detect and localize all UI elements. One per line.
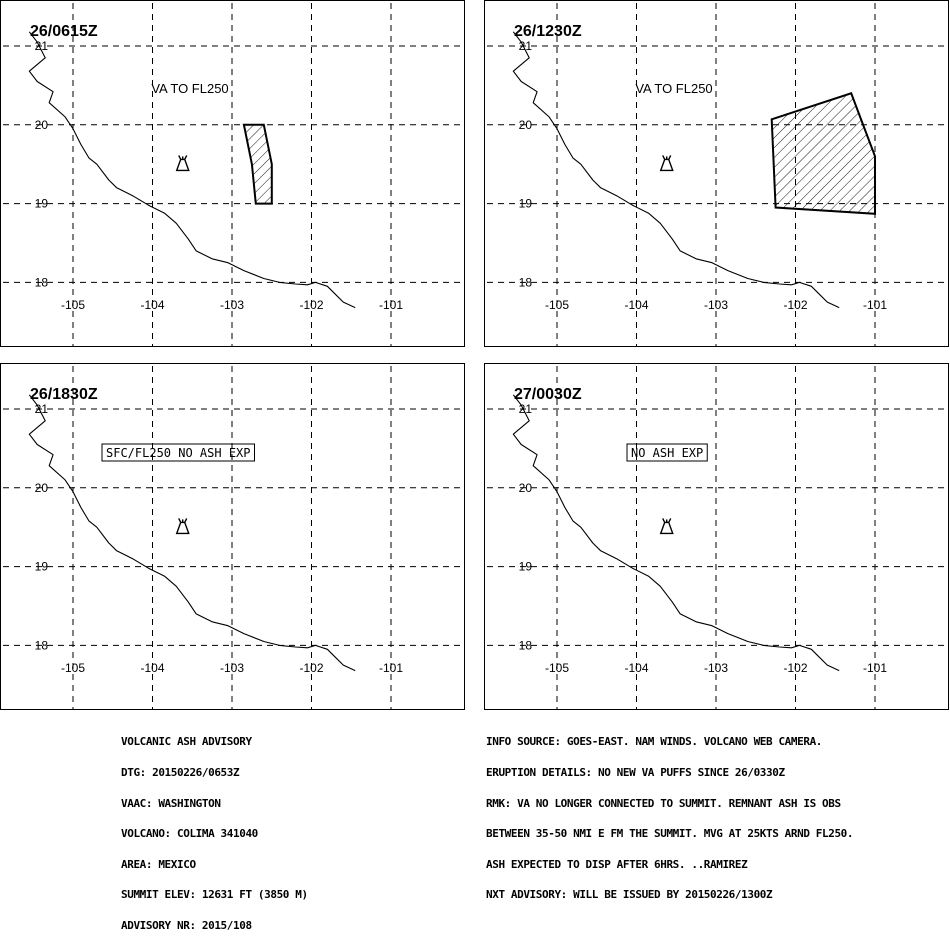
latitude-label: 20 [518,480,532,495]
longitude-label: -105 [544,298,570,312]
coastline [513,395,839,671]
remarks-line: RMK: VA NO LONGER CONNECTED TO SUMMIT. REMNANT ASH IS OBS [486,796,841,810]
longitude-label: -105 [544,661,570,675]
latitude-label: 18 [34,638,48,653]
ash-level-label: VA TO FL250 [635,81,713,96]
latitude-label: 18 [518,275,532,290]
graticule [3,3,464,346]
valid-time-title: 26/1830Z [30,386,98,403]
ash-cloud-polygon [772,93,875,214]
volcano-icon [661,155,673,170]
latitude-label: 18 [34,275,48,290]
longitude-label: -103 [219,661,245,675]
panel-1 [0,0,465,347]
longitude-label: -102 [783,661,808,675]
latitude-label: 21 [34,402,48,416]
remarks-line: ERUPTION DETAILS: NO NEW VA PUFFS SINCE 26/0330Z [486,766,785,779]
advisory-line: AREA: MEXICO [121,857,196,871]
latitude-label: 19 [518,196,532,211]
ash-status-label [102,444,255,461]
ash-status-label [627,444,707,461]
longitude-label: -102 [783,298,808,312]
longitude-label: -105 [60,298,86,312]
longitude-label: -105 [60,661,86,675]
latitude-label: 21 [518,39,532,53]
advisory-line: DTG: 20150226/0653Z [121,766,240,779]
remarks-line: INFO SOURCE: GOES-EAST. NAM WINDS. VOLCANO WEB CAMERA. [486,735,823,749]
ash-level-label: VA TO FL250 [151,81,229,96]
svg-text:SFC/FL250 NO ASH EXP: SFC/FL250 NO ASH EXP [106,446,251,460]
remarks-line: ASH EXPECTED TO DISP AFTER 6HRS. ..RAMIREZ [486,857,748,871]
map-canvas [1,1,466,348]
latitude-label: 19 [518,559,532,574]
graticule [487,3,948,346]
map-canvas [485,1,950,348]
longitude-label: -102 [299,298,324,312]
valid-time-title: 26/0615Z [30,23,98,40]
longitude-label: -101 [862,661,888,675]
panel-3 [0,363,465,710]
valid-time-title: 27/0030Z [514,386,582,403]
longitude-label: -104 [140,298,165,312]
longitude-label: -103 [703,661,729,675]
latitude-label: 21 [518,402,532,416]
volcano-icon [177,518,189,533]
longitude-label: -102 [299,661,324,675]
longitude-label: -104 [140,661,165,675]
advisory-line: VOLCANIC ASH ADVISORY [121,735,252,749]
remarks-line: BETWEEN 35-50 NMI E FM THE SUMMIT. MVG AT 25KTS ARND FL250. [486,827,854,841]
longitude-label: -103 [703,298,729,312]
graticule [487,366,948,709]
ash-cloud-polygon [244,125,272,204]
latitude-label: 20 [518,117,532,132]
panel-2 [484,0,949,347]
latitude-label: 18 [518,638,532,653]
svg-text:NO ASH EXP: NO ASH EXP [631,446,704,460]
advisory-line: VAAC: WASHINGTON [121,796,221,810]
latitude-label: 19 [34,559,48,574]
remarks-line: NXT ADVISORY: WILL BE ISSUED BY 20150226/1300Z [486,888,773,902]
coastline [29,32,355,308]
volcano-icon [661,518,673,533]
advisory-line: ADVISORY NR: 2015/108 [121,918,252,932]
map-canvas [485,364,950,711]
advisory-header-block [121,717,308,941]
map-canvas [1,364,466,711]
graticule [3,366,464,709]
latitude-label: 19 [34,196,48,211]
longitude-label: -101 [862,298,888,312]
longitude-label: -101 [378,298,404,312]
valid-time-title: 26/1230Z [514,23,582,40]
latitude-label: 20 [34,117,48,132]
panel-4 [484,363,949,710]
longitude-label: -104 [624,298,649,312]
advisory-line: VOLCANO: COLIMA 341040 [121,827,258,841]
longitude-label: -101 [378,661,404,675]
advisory-line: SUMMIT ELEV: 12631 FT (3850 M) [121,888,308,902]
longitude-label: -104 [624,661,649,675]
latitude-label: 20 [34,480,48,495]
longitude-label: -103 [219,298,245,312]
coastline [29,395,355,671]
volcano-icon [177,155,189,170]
latitude-label: 21 [34,39,48,53]
advisory-remarks-block [486,717,853,911]
